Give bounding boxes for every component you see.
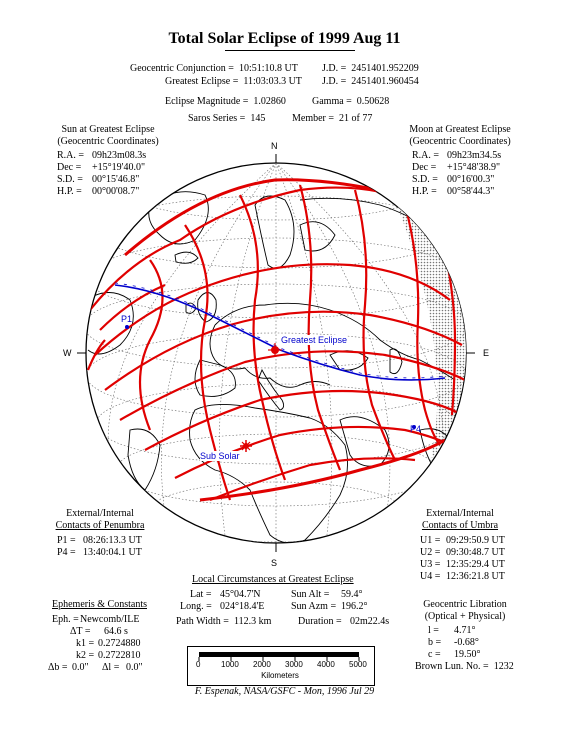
- libration-b: b = -0.68°: [428, 637, 479, 648]
- brown-lunation: Brown Lun. No. = 1232: [415, 661, 514, 672]
- gamma: Gamma = 0.50628: [312, 96, 390, 107]
- scale-unit: Kilometers: [261, 671, 299, 680]
- ephemeris-eph: Eph. =Newcomb/ILE: [52, 614, 140, 625]
- sun-heading: Sun at Greatest Eclipse (Geocentric Coordinates): [57, 124, 159, 147]
- scale-bar: [187, 646, 375, 686]
- scale-tick-5000: 5000: [349, 660, 367, 669]
- ephemeris-k2: k2 = 0.2722810: [76, 650, 141, 661]
- eclipse-magnitude: Eclipse Magnitude = 1.02860: [165, 96, 286, 107]
- compass-south: S: [271, 558, 278, 568]
- ephemeris-heading: Ephemeris & Constants: [52, 599, 147, 610]
- sun-coordinates: R.A. = 09h23m08.3s Dec = +15°19'40.0" S.D. = 00°15'46.8" H.P. = 00°00'08.7": [57, 150, 147, 197]
- saros-member: Member = 21 of 77: [292, 113, 373, 124]
- ephemeris-dl: Δl = 0.0": [102, 662, 143, 673]
- conjunction-jd: J.D. = 2451401.952209: [322, 63, 419, 74]
- label-p1: P1: [121, 314, 133, 324]
- label-sub-solar: Sub Solar: [200, 451, 240, 461]
- greatest-eclipse-line: Greatest Eclipse = 11:03:03.3 UT: [165, 76, 302, 87]
- scale-tick-1000: 1000: [221, 660, 239, 669]
- page-title: Total Solar Eclipse of 1999 Aug 11: [168, 30, 401, 47]
- moon-coordinates: R.A. = 09h23m34.5s Dec = +15°48'38.9" S.D. = 00°16'00.3" H.P. = 00°58'44.3": [412, 150, 502, 197]
- compass-west: W: [63, 348, 72, 358]
- local-long: Long. = 024°18.4'E: [180, 601, 265, 612]
- local-heading: Local Circumstances at Greatest Eclipse: [192, 574, 354, 585]
- greatest-eclipse-jd: J.D. = 2451401.960454: [322, 76, 419, 87]
- ephemeris-k1: k1 = 0.2724880: [76, 638, 141, 649]
- local-lat: Lat = 45°04.7'N: [190, 589, 261, 600]
- libration-c: c = 19.50°: [428, 649, 481, 660]
- compass-north: N: [271, 141, 278, 151]
- umbra-heading: External/Internal Contacts of Umbra: [421, 508, 499, 531]
- moon-heading: Moon at Greatest Eclipse (Geocentric Coordinates): [409, 124, 511, 147]
- local-path-width: Path Width = 112.3 km: [176, 616, 272, 627]
- scale-tick-4000: 4000: [317, 660, 335, 669]
- scale-tick-3000: 3000: [285, 660, 303, 669]
- penumbra-heading: External/Internal Contacts of Penumbra: [55, 508, 145, 531]
- penumbra-contacts: P1 = 08:26:13.3 UT P4 = 13:40:04.1 UT: [57, 535, 142, 558]
- p1-marker: [125, 325, 129, 329]
- local-sun-azm: Sun Azm = 196.2°: [291, 601, 368, 612]
- saros-series: Saros Series = 145: [188, 113, 266, 124]
- scale-tick-2000: 2000: [253, 660, 271, 669]
- ephemeris-db: Δb = 0.0": [48, 662, 89, 673]
- compass-east: E: [483, 348, 490, 358]
- ephemeris-dt: ΔT = 64.6 s: [70, 626, 128, 637]
- umbra-contacts: U1 = 09:29:50.9 UT U2 = 09:30:48.7 UT U3 = 12:35:29.4 UT U4 = 12:36:21.8 UT: [420, 535, 505, 582]
- credit-line: F. Espenak, NASA/GSFC - Mon, 1996 Jul 29: [194, 686, 375, 697]
- local-duration: Duration = 02m22.4s: [298, 616, 390, 627]
- local-sun-alt: Sun Alt = 59.4°: [291, 589, 363, 600]
- libration-heading: Geocentric Libration (Optical + Physical): [423, 599, 507, 622]
- label-greatest-eclipse: Greatest Eclipse: [281, 335, 348, 345]
- libration-l: l = 4.71°: [428, 625, 476, 636]
- label-p4: P4: [410, 424, 422, 434]
- conjunction-line: Geocentric Conjunction = 10:51:10.8 UT: [130, 63, 298, 74]
- scale-tick-0: 0: [196, 660, 201, 669]
